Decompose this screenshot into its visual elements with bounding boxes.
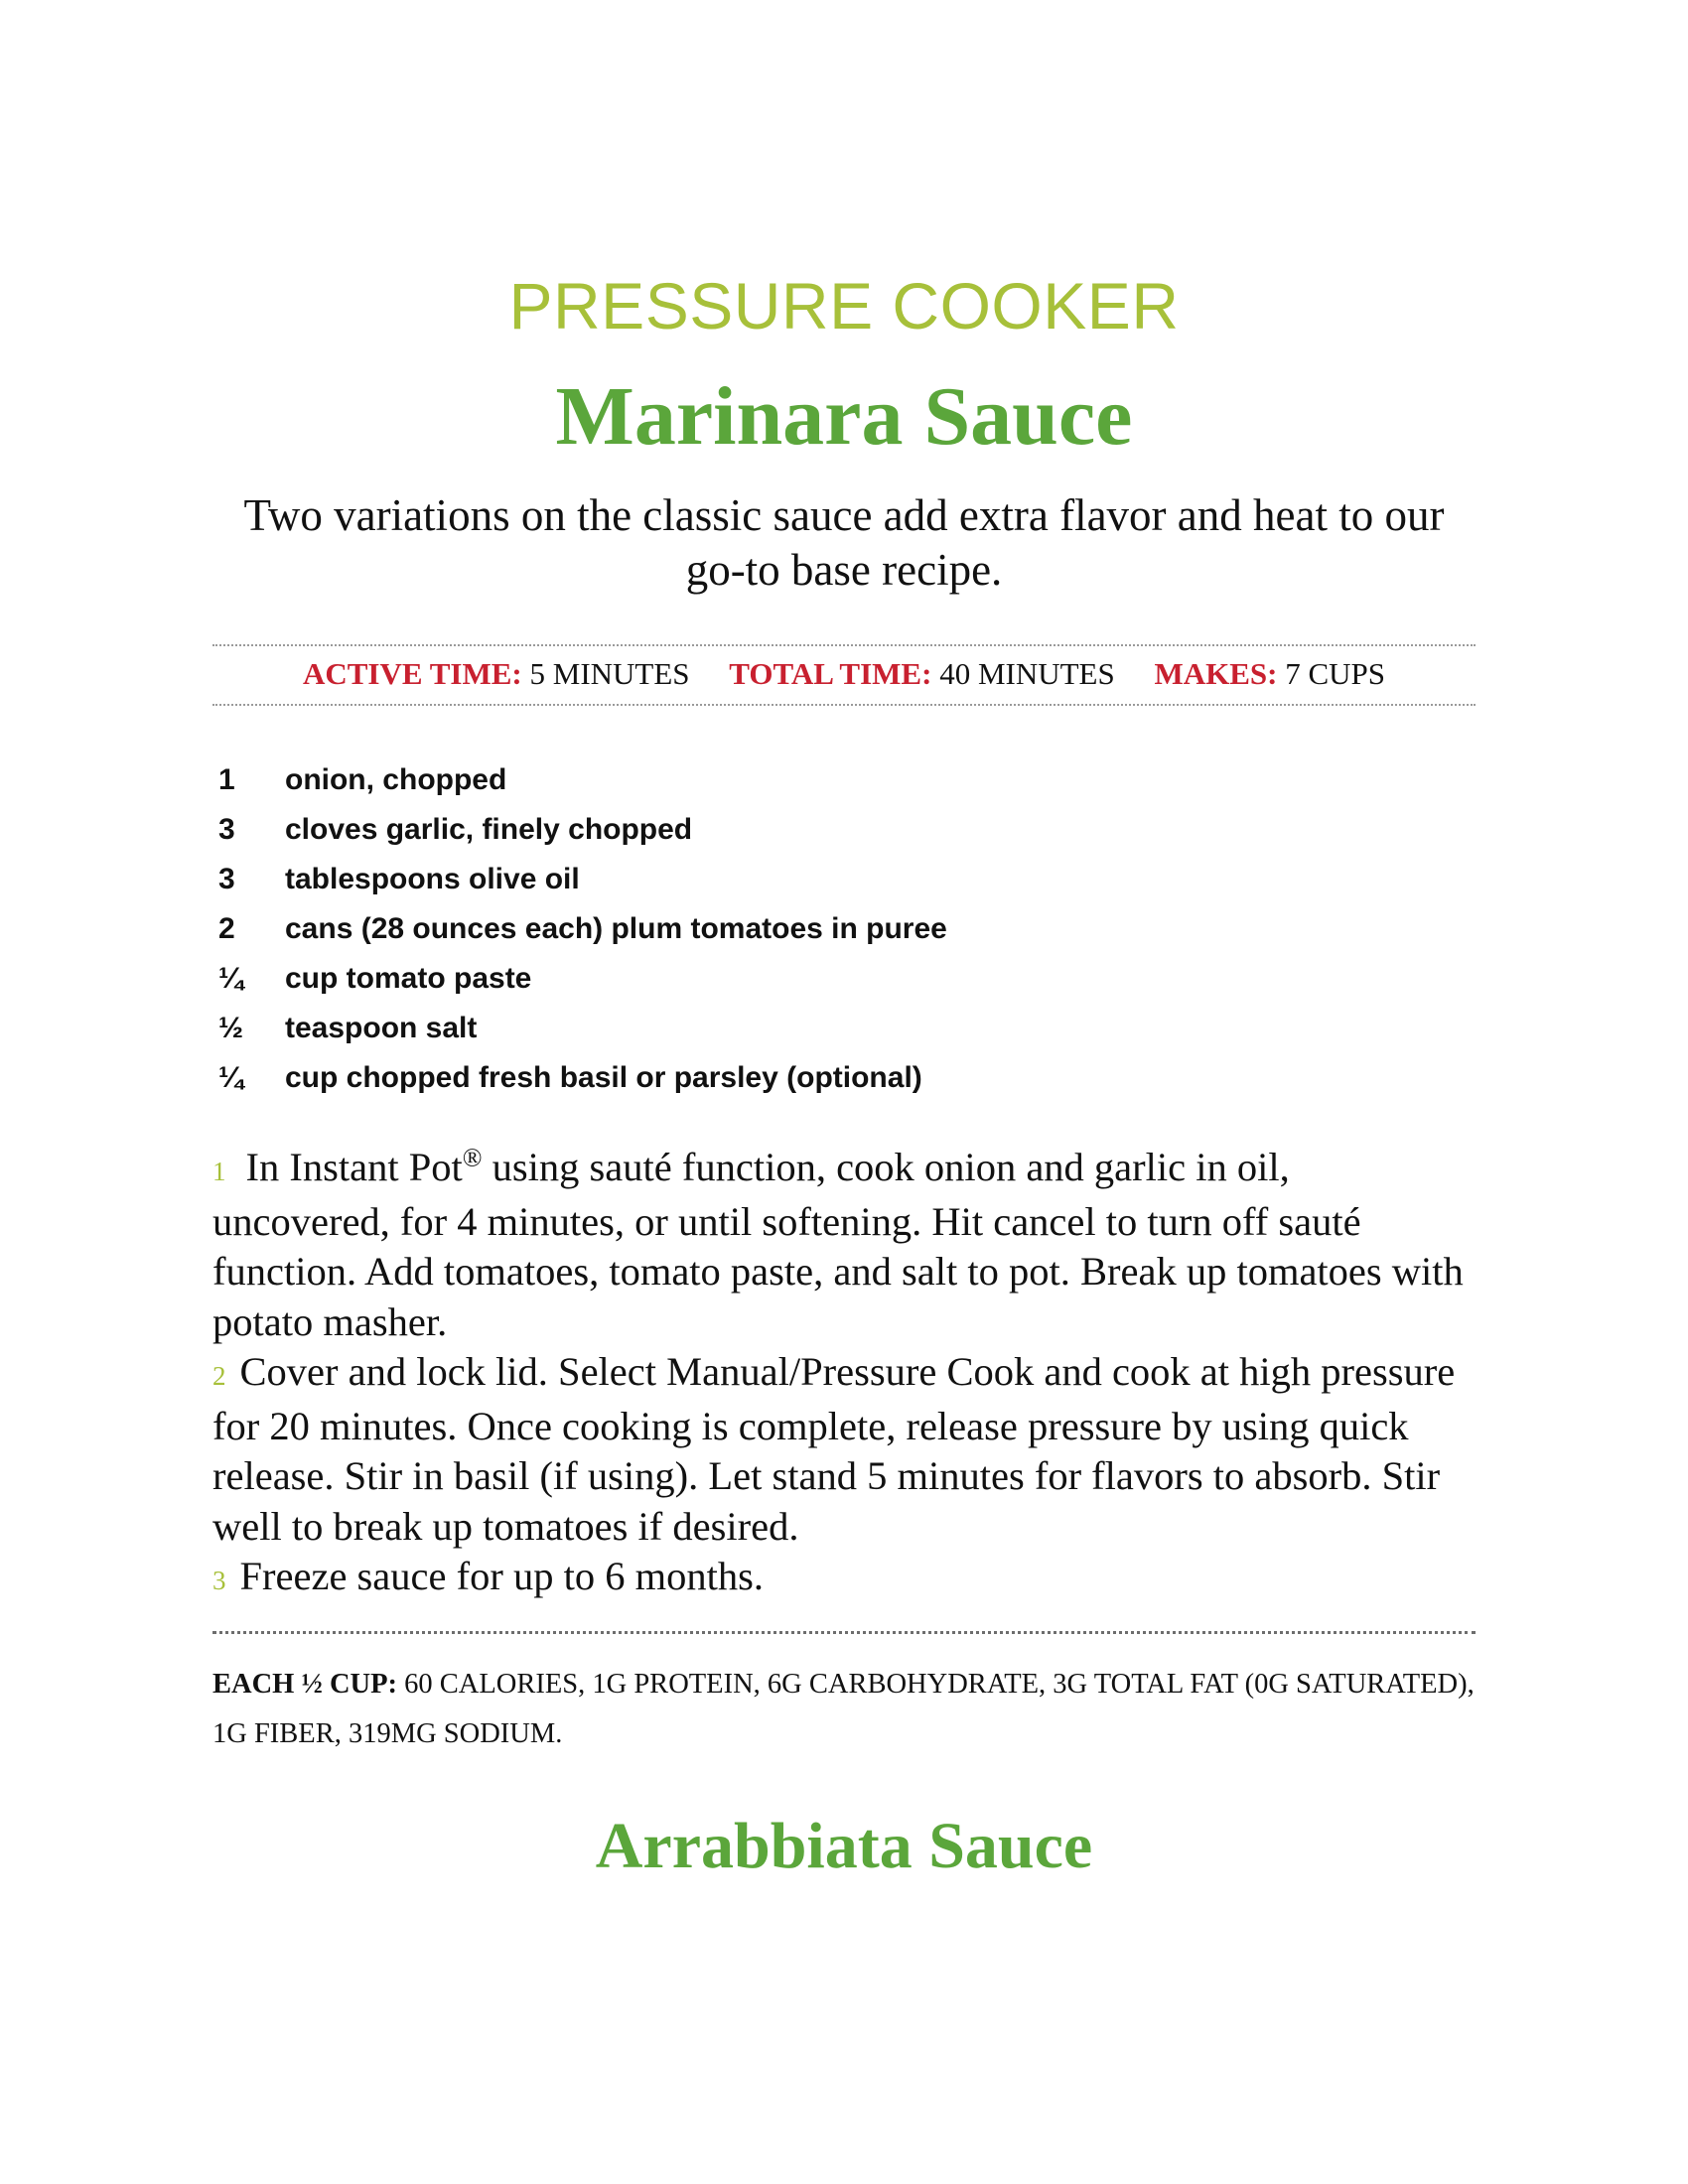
ingredient-quantity: ½ [218, 1012, 244, 1044]
divider-top [212, 644, 1476, 646]
total-time [729, 650, 1114, 698]
makes-value: 7 CUPS [1285, 656, 1386, 691]
ingredient-text: teaspoon salt [285, 1012, 478, 1044]
active-time-value: 5 MINUTES [529, 656, 690, 691]
ingredient-item [212, 957, 1476, 1007]
instruction-step [212, 1143, 1476, 1347]
step-text: Cover and lock lid. Select Manual/Pressure Cook and cook at high pressure for 20 minutes. Once cooking is complete, release pressure by using quick release. Stir in basil (if using). Let stand 5 minutes for flavors to absorb. Stir well to break up tomatoes if desired. [212, 1349, 1456, 1549]
ingredient-text: cloves garlic, finely chopped [285, 813, 693, 846]
recipe-subtitle: Two variations on the classic sauce add extra flavor and heat to our go-to base recipe. [243, 490, 1445, 595]
active-time [303, 650, 690, 698]
ingredient-item [212, 758, 1476, 808]
ingredient-quantity: ¼ [218, 962, 244, 995]
makes-label: MAKES: [1154, 656, 1278, 691]
ingredient-text: tablespoons olive oil [285, 863, 580, 895]
nutrition-info [212, 1660, 1476, 1759]
ingredient-text: onion, chopped [285, 763, 507, 796]
ingredient-quantity: ¼ [218, 1061, 244, 1094]
instruction-steps [212, 1143, 1476, 1606]
ingredient-item [212, 1056, 1476, 1106]
ingredient-text: cup chopped fresh basil or parsley (optional) [285, 1061, 922, 1094]
total-time-value: 40 MINUTES [939, 656, 1115, 691]
total-time-label: TOTAL TIME: [729, 656, 932, 691]
ingredient-item [212, 907, 1476, 957]
ingredient-item [212, 858, 1476, 907]
ingredient-quantity: 1 [218, 763, 235, 796]
ingredient-text: cup tomato paste [285, 962, 532, 995]
step-text: Freeze sauce for up to 6 months. [239, 1554, 764, 1598]
ingredient-text: cans (28 ounces each) plum tomatoes in puree [285, 912, 947, 945]
ingredient-quantity: 3 [218, 813, 235, 846]
active-time-label: ACTIVE TIME: [302, 656, 522, 691]
recipe-kicker: PRESSURE COOKER [508, 269, 1180, 342]
instruction-step [212, 1552, 1476, 1606]
step-text-part: using sauté function, cook onion and garlic in oil, uncovered, for 4 minutes, or until softening. Hit cancel to turn off sauté function. Add tomatoes, tomato paste, and salt to pot. Break up tomatoes with potato masher. [212, 1145, 1464, 1344]
ingredient-quantity: 3 [218, 863, 235, 895]
step-text-part: In Instant Pot [245, 1145, 463, 1189]
step-text [212, 1145, 1464, 1344]
step-number: 2 [212, 1361, 226, 1391]
next-recipe-title: Arrabbiata Sauce [595, 1810, 1093, 1882]
registered-mark: ® [462, 1143, 483, 1172]
step-number: 1 [212, 1157, 226, 1186]
ingredient-quantity: 2 [218, 912, 235, 945]
instruction-step [212, 1347, 1476, 1552]
nutrition-label: EACH ½ CUP: [212, 1669, 398, 1700]
ingredient-item [212, 1007, 1476, 1056]
nutrition-text: 60 CALORIES, 1G PROTEIN, 6G CARBOHYDRATE, 3G TOTAL FAT (0G SATURATED), 1G FIBER, 319MG SODIUM. [212, 1669, 1475, 1749]
step-number: 3 [212, 1566, 226, 1595]
ingredient-list [212, 758, 1476, 1106]
divider-nutrition [212, 1631, 1476, 1634]
makes [1154, 650, 1385, 698]
recipe-meta [212, 650, 1476, 698]
divider-meta-bottom [212, 704, 1476, 706]
recipe-title: Marinara Sauce [555, 370, 1133, 463]
ingredient-item [212, 808, 1476, 858]
